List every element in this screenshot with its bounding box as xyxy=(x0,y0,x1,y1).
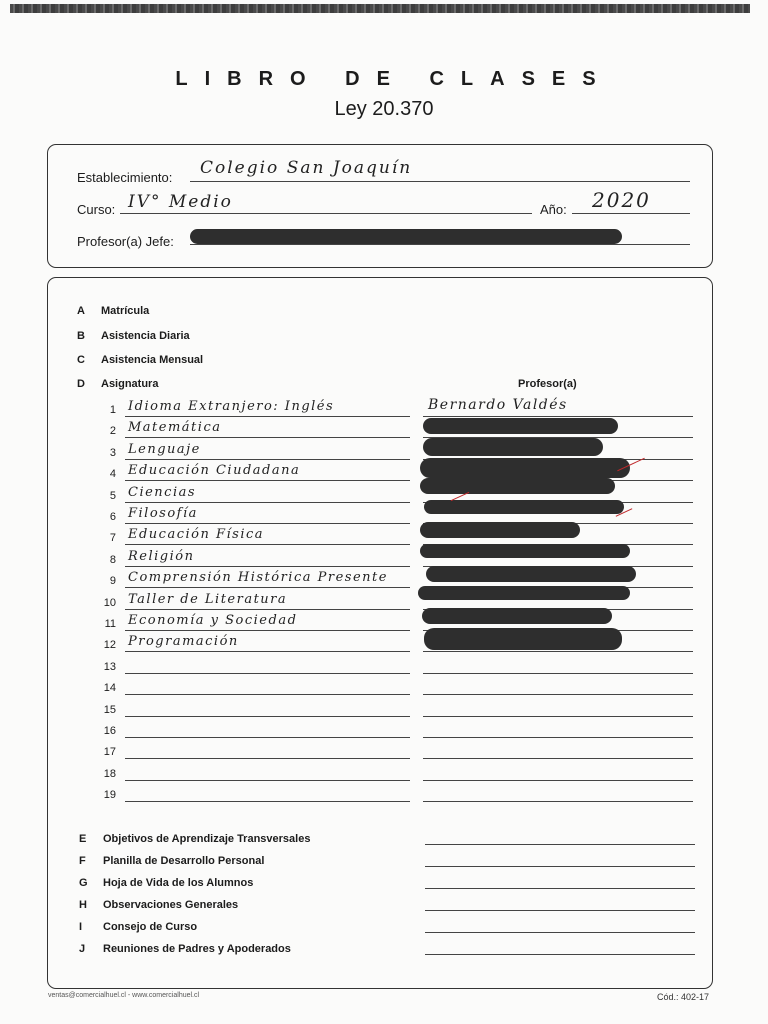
establecimiento-label: Establecimiento: xyxy=(77,170,173,185)
anio-label: Año: xyxy=(540,202,567,217)
section-label: Planilla de Desarrollo Personal xyxy=(103,855,265,867)
section-label: Consejo de Curso xyxy=(103,921,198,933)
subject-name[interactable]: Educación Ciudadana xyxy=(128,463,301,479)
teacher-line xyxy=(423,780,693,781)
anio-line xyxy=(572,213,690,214)
curso-line xyxy=(120,213,532,214)
row-number: 18 xyxy=(103,767,116,780)
section-letter: H xyxy=(79,899,87,911)
subject-line xyxy=(125,801,410,802)
subject-line xyxy=(125,609,410,610)
redacted-teacher xyxy=(423,418,618,434)
subject-name[interactable]: Taller de Literatura xyxy=(128,591,288,607)
subject-name[interactable]: Programación xyxy=(128,634,239,650)
subject-line xyxy=(125,694,410,695)
profesor-header: Profesor(a) xyxy=(518,378,577,390)
subject-name[interactable]: Educación Física xyxy=(128,527,265,543)
section-label: Matrícula xyxy=(101,305,150,317)
page-subtitle: Ley 20.370 xyxy=(334,98,434,120)
row-number: 7 xyxy=(109,532,116,545)
subject-line xyxy=(125,758,410,759)
redacted-teacher xyxy=(424,628,622,650)
subject-name[interactable]: Matemática xyxy=(128,420,222,436)
subject-name[interactable]: Filosofía xyxy=(128,506,198,521)
teacher-line xyxy=(423,737,693,738)
subject-line xyxy=(125,480,410,481)
row-number: 17 xyxy=(103,746,116,759)
footer-code: Cód.: 402-17 xyxy=(657,992,710,1002)
section-label: Asignatura xyxy=(101,378,159,390)
row-number: 14 xyxy=(103,682,116,695)
row-number: 10 xyxy=(103,596,116,609)
profesor-jefe-label: Profesor(a) Jefe: xyxy=(77,234,174,249)
subject-line xyxy=(125,523,410,524)
section-letter: E xyxy=(79,833,87,845)
page-title: LIBRO DE CLASES xyxy=(175,68,613,90)
teacher-line xyxy=(423,801,693,802)
row-number: 11 xyxy=(104,618,116,630)
subject-line xyxy=(125,502,410,503)
subject-name[interactable]: Ciencias xyxy=(128,484,197,500)
teacher-line xyxy=(423,758,693,759)
redacted-teacher xyxy=(423,438,603,456)
redacted-teacher xyxy=(420,478,615,494)
teacher-line xyxy=(423,651,693,652)
row-number: 13 xyxy=(103,660,116,673)
subject-line xyxy=(125,737,410,738)
row-number: 16 xyxy=(103,725,116,737)
section-letter: D xyxy=(77,378,85,390)
section-label: Asistencia Mensual xyxy=(101,354,204,366)
subject-line xyxy=(125,630,410,631)
subject-line xyxy=(125,566,410,567)
teacher-name[interactable]: Bernardo Valdés xyxy=(428,397,568,413)
section-line xyxy=(425,932,695,933)
section-label: Observaciones Generales xyxy=(103,899,239,911)
section-line xyxy=(425,910,695,911)
curso-label: Curso: xyxy=(77,202,116,217)
establecimiento-line xyxy=(190,181,690,182)
row-number: 1 xyxy=(109,404,116,416)
subject-line xyxy=(125,544,410,545)
subject-line xyxy=(125,780,410,781)
teacher-line xyxy=(423,416,693,417)
section-letter: J xyxy=(79,943,86,955)
section-label: Objetivos de Aprendizaje Transversales xyxy=(103,833,311,845)
row-number: 2 xyxy=(109,425,116,438)
section-letter: I xyxy=(79,921,83,933)
redacted-teacher xyxy=(420,544,630,558)
establecimiento-value[interactable]: Colegio San Joaquín xyxy=(200,158,413,178)
redacted-teacher xyxy=(426,566,636,582)
redacted-profesor-jefe xyxy=(190,229,622,244)
section-label: Reuniones de Padres y Apoderados xyxy=(103,943,291,955)
curso-value[interactable]: IV° Medio xyxy=(128,192,233,212)
subject-line xyxy=(125,673,410,674)
section-line xyxy=(425,888,695,889)
redacted-teacher xyxy=(422,608,612,624)
section-line xyxy=(425,844,695,845)
redacted-teacher xyxy=(418,586,630,600)
subject-line xyxy=(125,587,410,588)
teacher-line xyxy=(423,673,693,674)
section-letter: G xyxy=(79,877,88,889)
subject-name[interactable]: Economía y Sociedad xyxy=(128,613,298,628)
section-line xyxy=(425,954,695,955)
subject-name[interactable]: Comprensión Histórica Presente xyxy=(128,570,388,586)
redacted-teacher xyxy=(424,500,624,514)
subject-name[interactable]: Religión xyxy=(128,548,195,564)
row-number: 15 xyxy=(103,703,116,716)
section-label: Hoja de Vida de los Alumnos xyxy=(103,877,254,889)
redacted-teacher xyxy=(420,458,630,478)
subject-line xyxy=(125,437,410,438)
row-number: 19 xyxy=(103,789,116,802)
section-letter: A xyxy=(77,305,85,317)
row-number: 3 xyxy=(109,446,116,459)
section-letter: F xyxy=(79,855,86,867)
subject-line xyxy=(125,651,410,652)
row-number: 6 xyxy=(109,511,116,523)
teacher-line xyxy=(423,716,693,717)
row-number: 9 xyxy=(109,575,116,588)
row-number: 12 xyxy=(103,639,116,652)
section-line xyxy=(425,866,695,867)
section-letter: B xyxy=(77,330,85,342)
section-label: Asistencia Diaria xyxy=(101,330,190,342)
redacted-teacher xyxy=(420,522,580,538)
section-letter: C xyxy=(77,354,85,366)
row-number: 4 xyxy=(109,468,116,481)
row-number: 8 xyxy=(109,553,116,566)
subject-line xyxy=(125,416,410,417)
teacher-line xyxy=(423,694,693,695)
profesor-jefe-line xyxy=(190,244,690,245)
scan-top-bar xyxy=(10,4,750,13)
subject-line xyxy=(125,716,410,717)
subject-name[interactable]: Idioma Extranjero: Inglés xyxy=(128,399,335,414)
footer-contact: ventas@comercialhuel.cl - www.comercialhuel.cl xyxy=(48,992,200,999)
subject-line xyxy=(125,459,410,460)
anio-value[interactable]: 2020 xyxy=(592,188,651,212)
row-number: 5 xyxy=(109,489,116,502)
subject-name[interactable]: Lenguaje xyxy=(128,441,201,457)
